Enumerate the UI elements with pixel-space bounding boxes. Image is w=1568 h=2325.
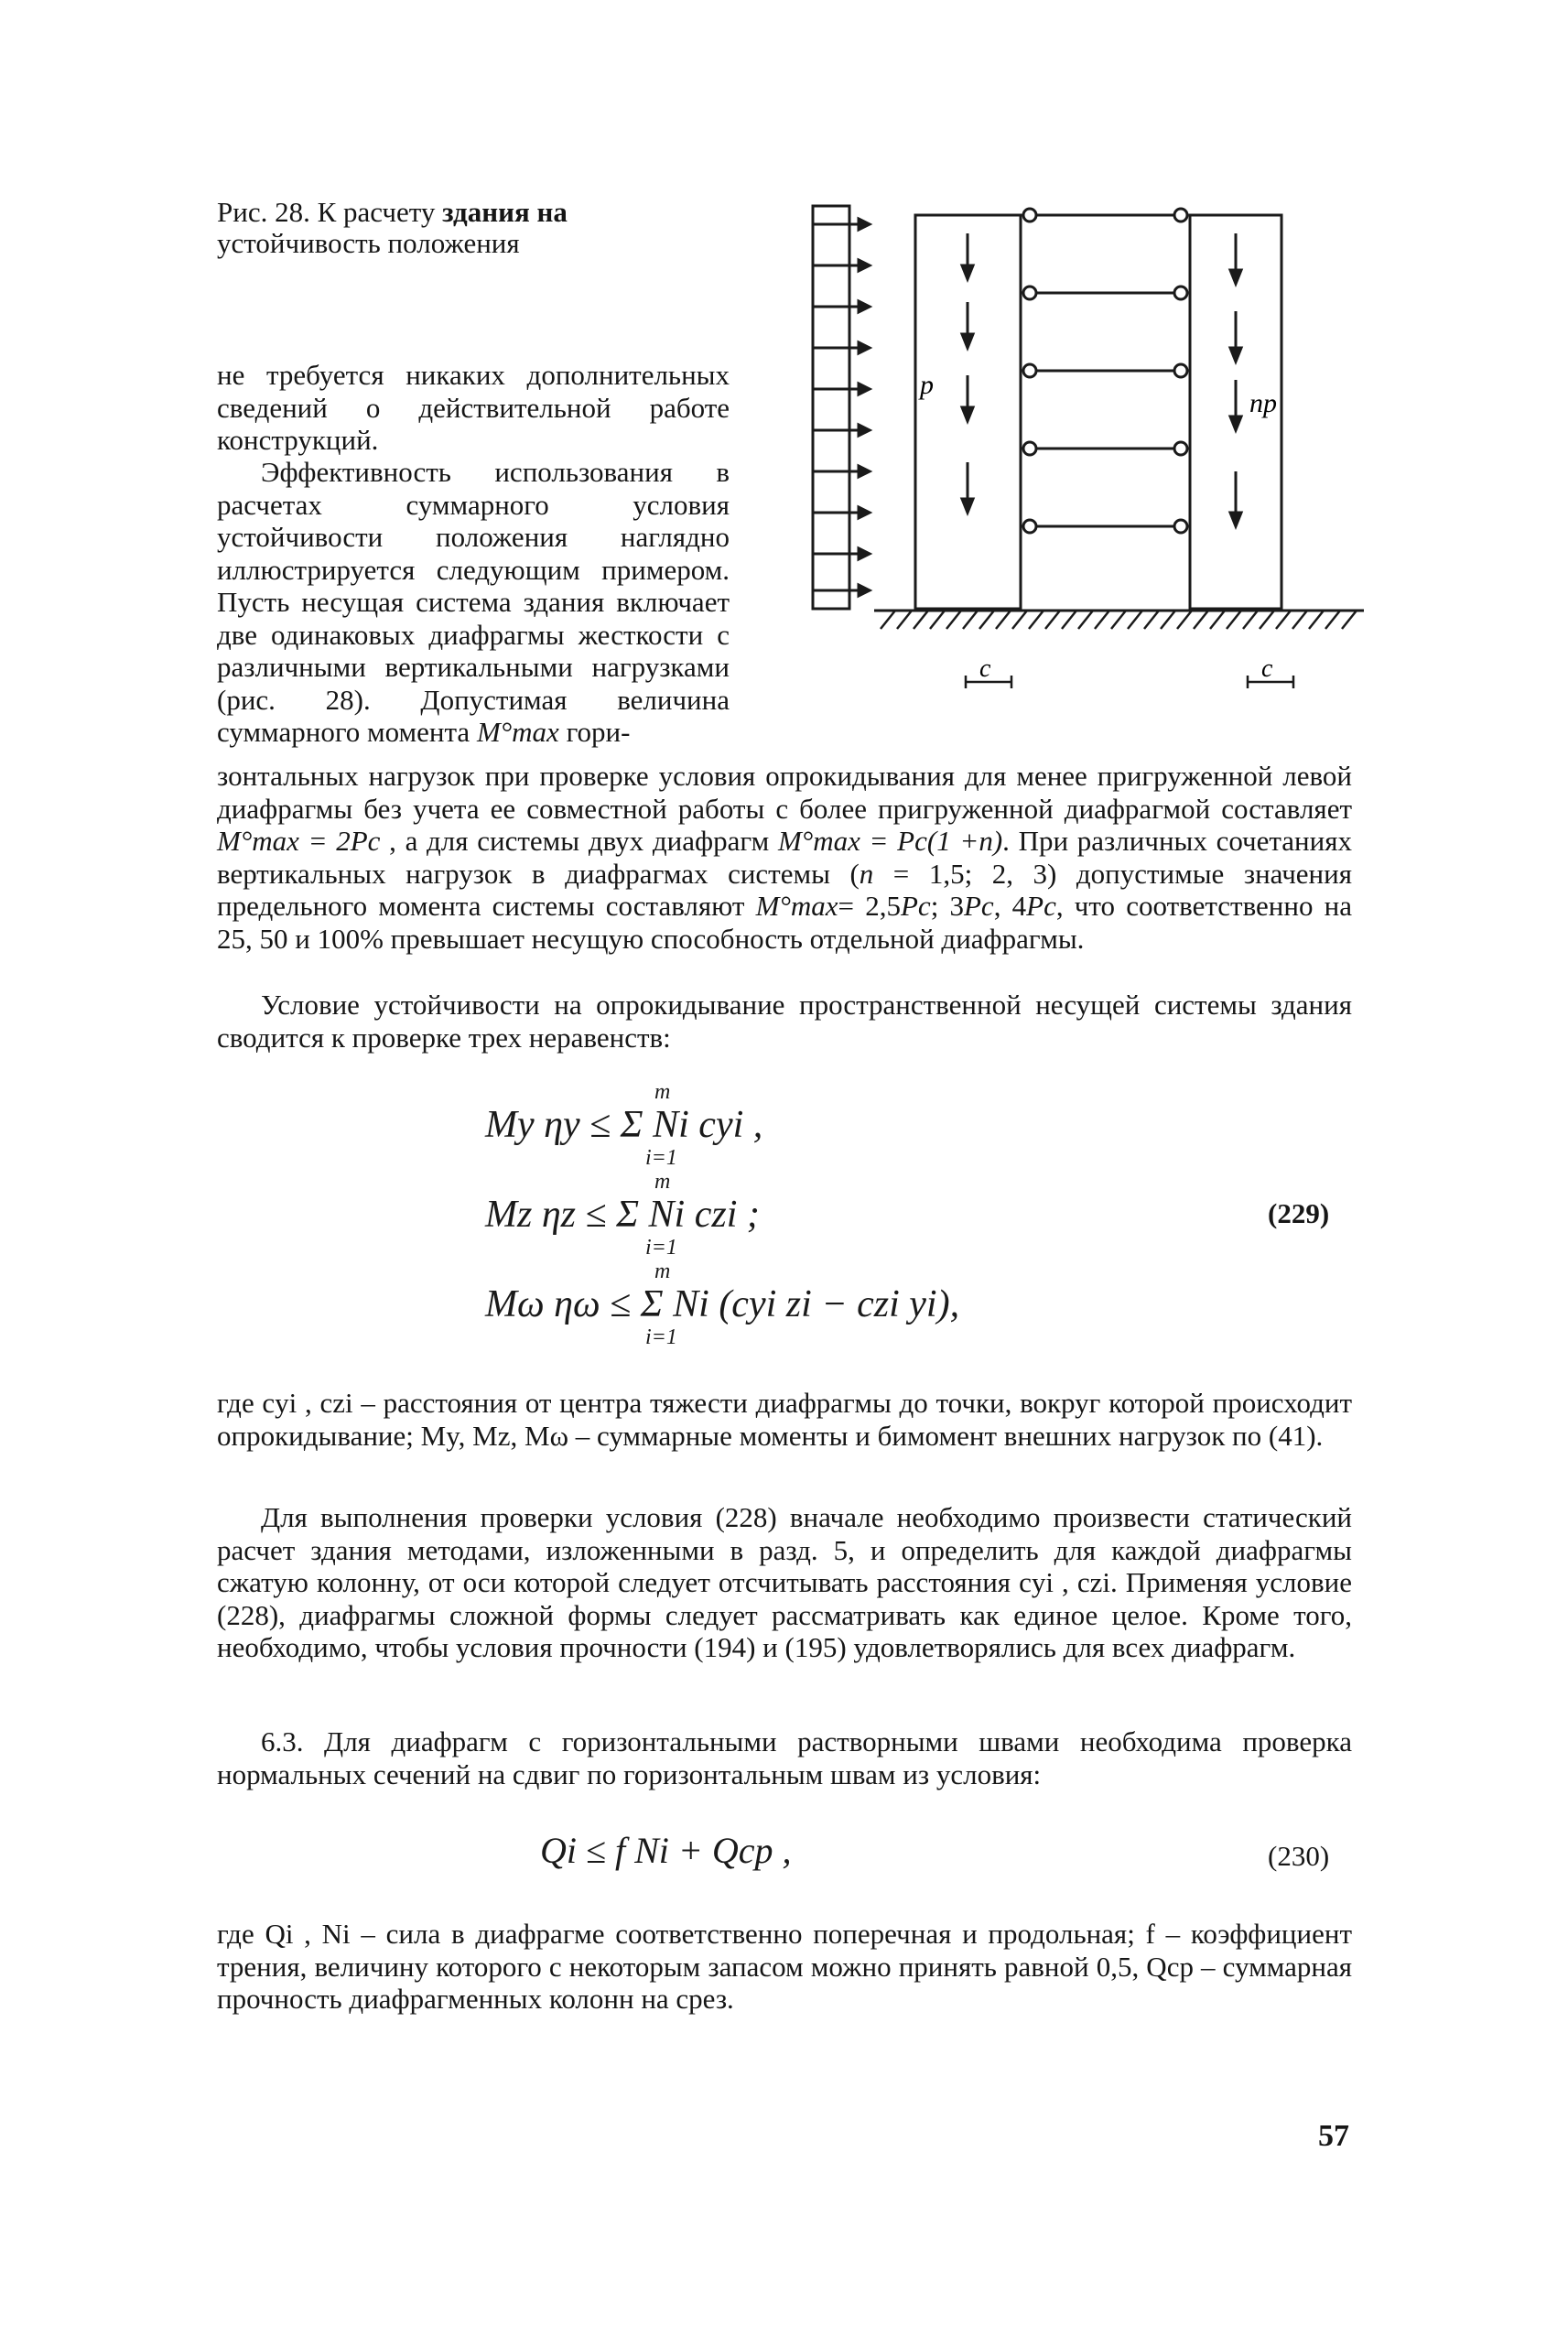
link-bars [1023, 209, 1187, 533]
label-c-left: c [979, 654, 991, 683]
paragraph-5: Для выполнения проверки условия (228) вначале необходимо произвести статический расчет здания методами, изложенными в разд. 5, и определить для каждой диафрагмы сжатую колонну, от оси которой следует отсчитывать расстояния cyi , czi. Применяя условие (228), диафрагмы сложной формы следует рассматривать как единое целое. Кроме того, необходимо, чтобы условия прочности (194) и (195) удовлетворялись для всех диафрагм. [217, 1501, 1352, 1663]
caption-prefix: Рис. 28. К расчету [217, 196, 443, 228]
horizontal-load-arrows [813, 219, 870, 596]
paragraph-2-start: Эффективность использования в расчетах суммарного условия устойчивости положения наглядно иллюстрируется следующим примером. Пусть несущая система здания включает две одинаковых диафрагмы жесткости с различными вертикальными нагрузками (рис. 28). Допустимая величина суммарного момента M°max гори- [217, 456, 730, 748]
caption-line2: устойчивость положения [217, 227, 520, 259]
paragraph-3: Условие устойчивости на опрокидывание пространственной несущей системы здания сводится к проверке трех неравенств: [217, 989, 1352, 1054]
equation-230 [531, 1817, 970, 1890]
left-vertical-arrows [962, 233, 973, 513]
right-vertical-arrows [1230, 233, 1241, 526]
equation-230-number: (230) [1268, 1840, 1330, 1872]
eq229-line1: My ηy ≤ Σ Ni cyi , [485, 1104, 763, 1146]
sum1-lower: i=1 [645, 1146, 677, 1170]
paragraph-6: 6.3. Для диафрагм с горизонтальными растворными швами необходима проверка нормальных сечений на сдвиг по горизонтальным швам из условия: [217, 1725, 1352, 1790]
page-number: 57 [1318, 2119, 1349, 2153]
paragraph-7: где Qi , Ni – сила в диафрагме соответственно поперечная и продольная; f – коэффициент трения, величину которого с некоторым запасом можно принять равной 0,5, Qcp – суммарная прочность диафрагменных колонн на срез. [217, 1918, 1352, 2015]
figure-28-diagram [806, 197, 1373, 709]
eq229-line2: Mz ηz ≤ Σ Ni czi ; [485, 1194, 760, 1236]
dimension-marks [966, 676, 1293, 688]
eq229-line3: Mω ηω ≤ Σ Ni (cyi zi − czi yi), [485, 1283, 960, 1325]
paragraph-4: где cyi , czi – расстояния от центра тяжести диафрагмы до точки, вокруг которой происходит опрокидывание; My, Mz, Mω – суммарные моменты и бимомент внешних нагрузок по (41). [217, 1387, 1352, 1452]
label-c-right: c [1261, 654, 1273, 683]
sum3-lower: i=1 [645, 1325, 677, 1349]
equation-229-number: (229) [1268, 1197, 1330, 1229]
figure-caption [217, 197, 748, 259]
paragraph-2-cont: зонтальных нагрузок при проверке условия опрокидывания для менее пригруженной левой диафрагмы без учета ее совместной работы с более пригруженной диафрагмой составляет M°max = 2Pc , а для системы двух диафрагм M°max = Pc(1 +n). При различных сочетаниях вертикальных нагрузок в диафрагмах системы (n = 1,5; 2, 3) допустимые значения предельного момента системы составляют M°max= 2,5Pc; 3Pc, 4Pc, что соответственно на 25, 50 и 100% превышает несущую способность отдельной диафрагмы. [217, 760, 1353, 955]
sum2-upper: m [654, 1170, 671, 1194]
sum2-lower: i=1 [645, 1236, 677, 1260]
equation-229 [476, 1080, 1117, 1355]
label-np: np [1249, 388, 1277, 418]
paragraph-1: не требуется никаких дополнительных сведений о действительной работе конструкций. [217, 359, 730, 456]
ground-hatching [881, 611, 1357, 629]
caption-bold: здания на [442, 196, 568, 228]
sum1-upper: m [654, 1080, 671, 1104]
eq230-formula: Qi ≤ f Ni + Qcp , [540, 1830, 792, 1871]
sum3-upper: m [654, 1260, 671, 1283]
label-p: p [920, 370, 934, 400]
